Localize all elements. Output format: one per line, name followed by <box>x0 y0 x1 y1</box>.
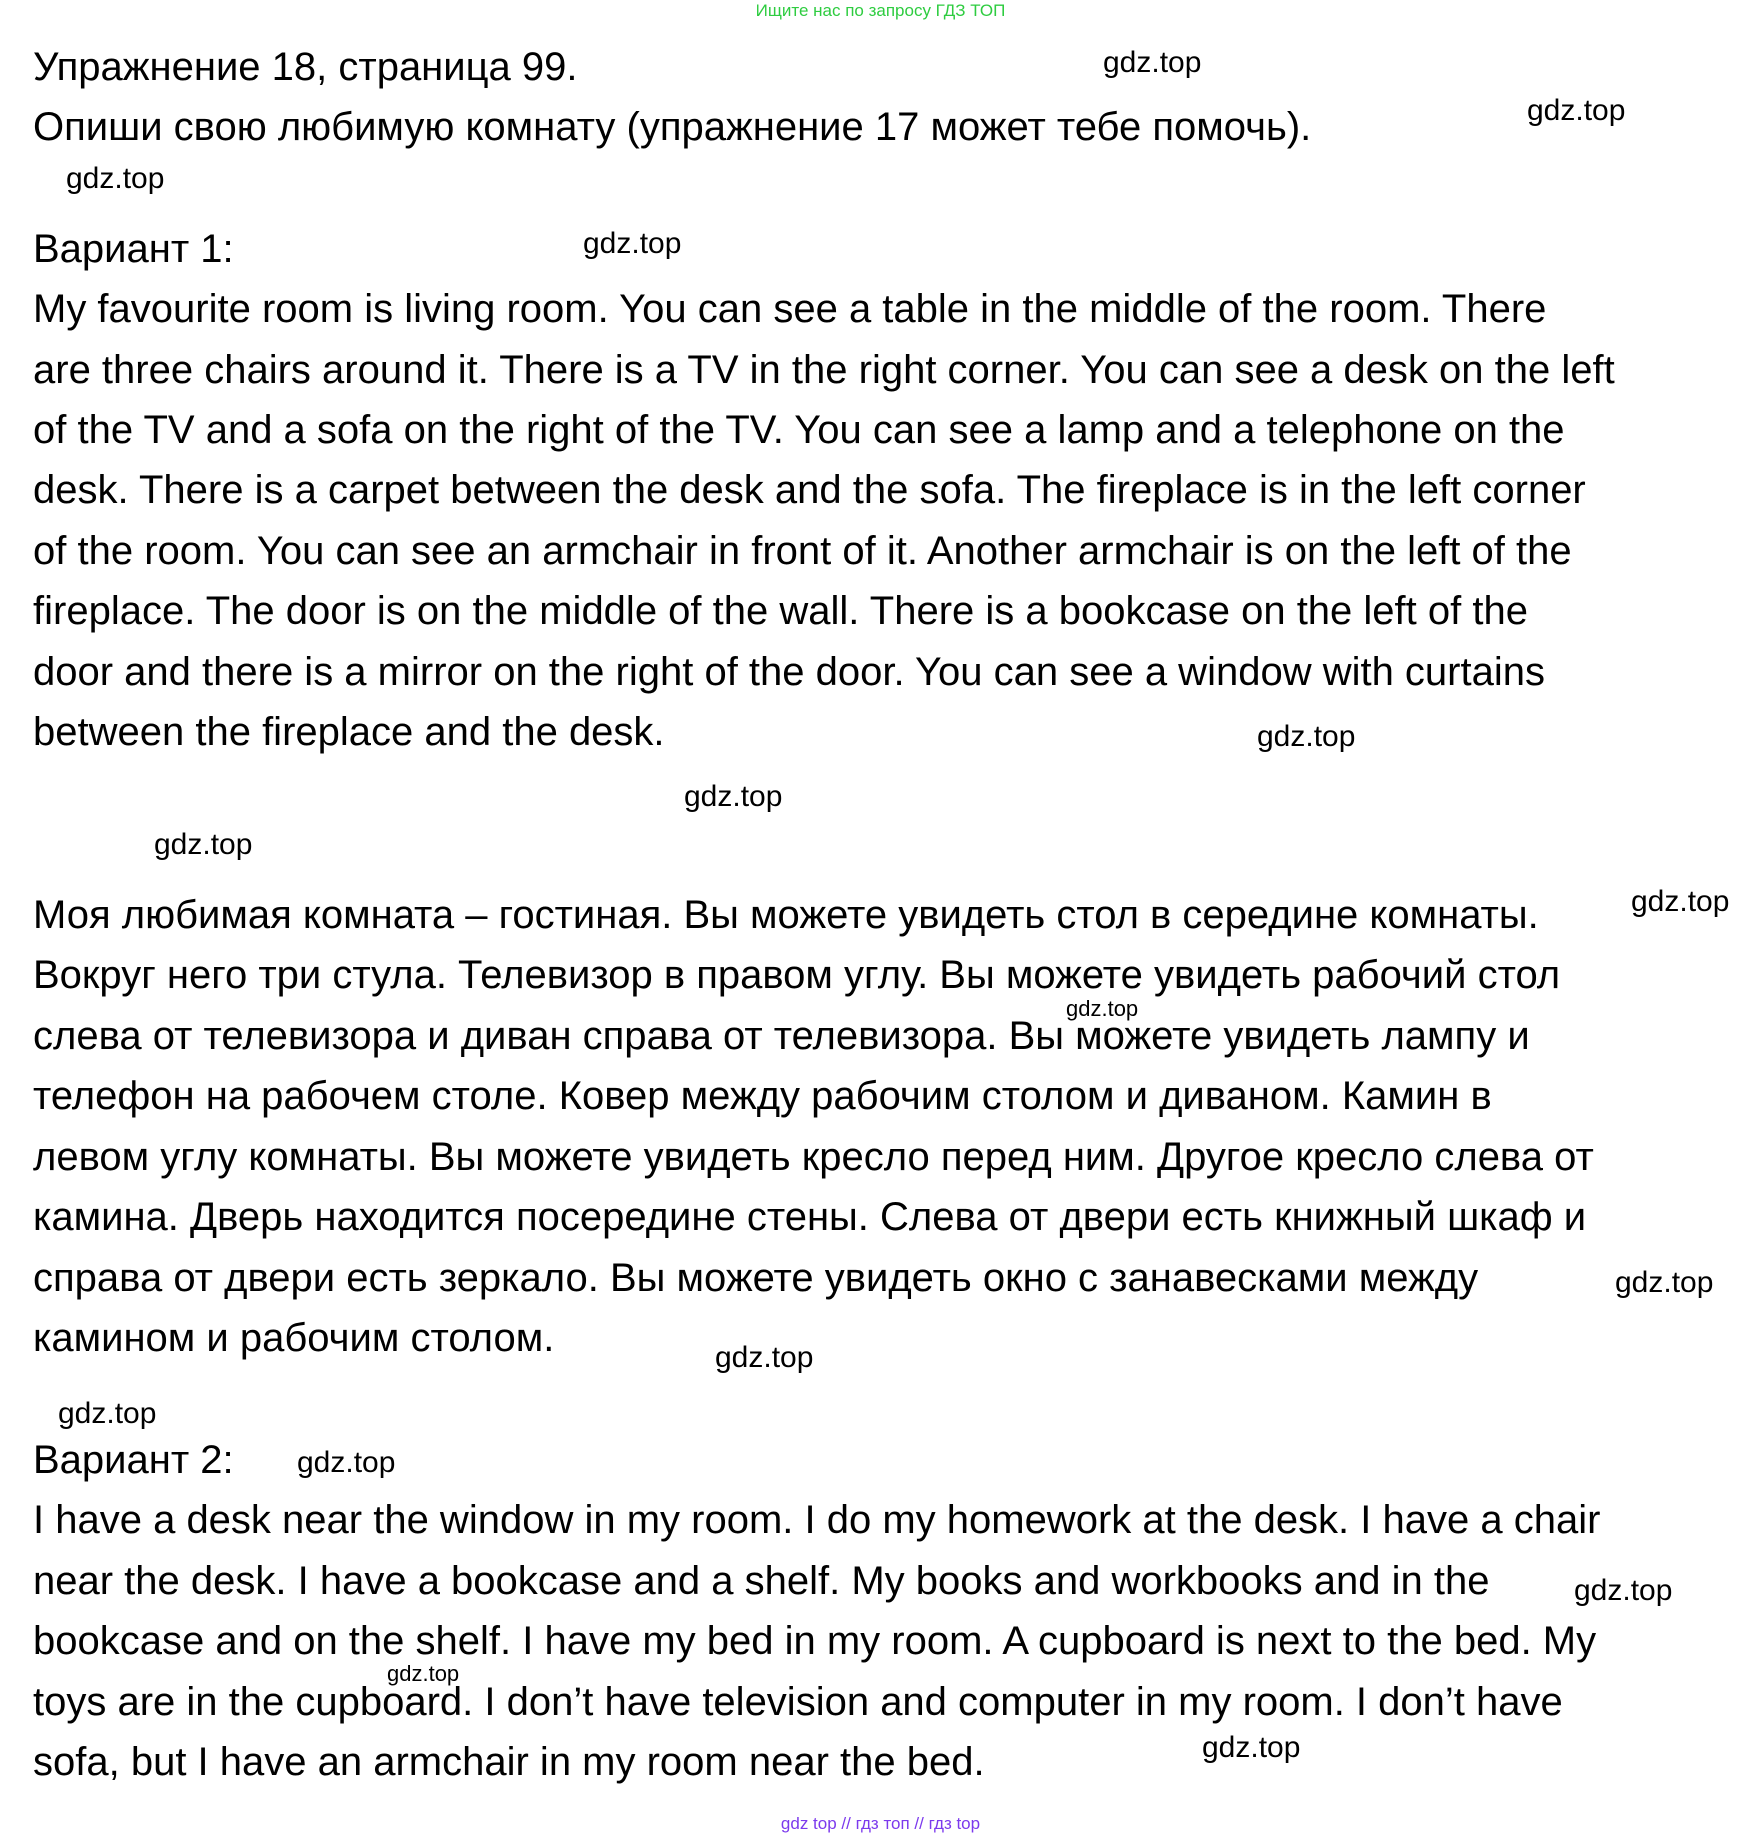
watermark: gdz.top <box>1574 1574 1673 1607</box>
variant-2-label: Вариант 2: <box>33 1438 234 1482</box>
watermark: gdz.top <box>1527 94 1626 127</box>
variant-2-en-line: I have a desk near the window in my room. I do my homework at the desk. I have a chair <box>33 1498 1601 1542</box>
footer-links: gdz top // гдз топ // гдз top <box>780 1814 981 1833</box>
watermark: gdz.top <box>715 1341 814 1374</box>
variant-1-en-line: of the room. You can see an armchair in front of it. Another armchair is on the left of the <box>33 529 1572 573</box>
exercise-task: Опиши свою любимую комнату (упражнение 17 может тебе помочь). <box>33 105 1312 149</box>
watermark: gdz.top <box>387 1661 460 1686</box>
watermark: gdz.top <box>583 227 682 260</box>
watermark: gdz.top <box>58 1397 157 1430</box>
variant-1-ru-line: камина. Дверь находится посередине стены. Слева от двери есть книжный шкаф и <box>33 1195 1587 1239</box>
variant-2-en-line: toys are in the cupboard. I don’t have television and computer in my room. I don’t have <box>33 1680 1563 1724</box>
watermark: gdz.top <box>1631 885 1730 918</box>
watermark: gdz.top <box>1103 46 1202 79</box>
variant-2-en-line: sofa, but I have an armchair in my room near the bed. <box>33 1740 985 1784</box>
watermark: gdz.top <box>1066 996 1139 1021</box>
variant-1-en-line: are three chairs around it. There is a TV in the right corner. You can see a desk on the left <box>33 348 1615 392</box>
variant-1-ru-line: слева от телевизора и диван справа от телевизора. Вы можете увидеть лампу и <box>33 1014 1530 1058</box>
variant-1-en-line: door and there is a mirror on the right of the door. You can see a window with curtains <box>33 650 1545 694</box>
variant-1-en-line: between the fireplace and the desk. <box>33 710 665 754</box>
variant-1-en-line: desk. There is a carpet between the desk and the sofa. The fireplace is in the left corner <box>33 468 1586 512</box>
watermark: gdz.top <box>1257 720 1356 753</box>
watermark: gdz.top <box>1615 1266 1714 1299</box>
variant-1-en-line: fireplace. The door is on the middle of the wall. There is a bookcase on the left of the <box>33 589 1528 633</box>
watermark: gdz.top <box>1202 1731 1301 1764</box>
watermark: gdz.top <box>66 162 165 195</box>
watermark: gdz.top <box>684 780 783 813</box>
variant-2-en-line: bookcase and on the shelf. I have my bed in my room. A cupboard is next to the bed. My <box>33 1619 1597 1663</box>
top-banner: Ищите нас по запросу ГДЗ ТОП <box>755 1 1006 20</box>
variant-1-ru-line: телефон на рабочем столе. Ковер между рабочим столом и диваном. Камин в <box>33 1074 1492 1118</box>
watermark: gdz.top <box>297 1446 396 1479</box>
variant-1-ru-line: Моя любимая комната – гостиная. Вы можете увидеть стол в середине комнаты. <box>33 893 1539 937</box>
variant-1-ru-line: левом углу комнаты. Вы можете увидеть кресло перед ним. Другое кресло слева от <box>33 1135 1594 1179</box>
exercise-title: Упражнение 18, страница 99. <box>33 45 578 89</box>
variant-1-ru-line: Вокруг него три стула. Телевизор в правом углу. Вы можете увидеть рабочий стол <box>33 953 1561 997</box>
variant-1-ru-line: справа от двери есть зеркало. Вы можете увидеть окно с занавесками между <box>33 1256 1479 1300</box>
variant-1-en-line: of the TV and a sofa on the right of the TV. You can see a lamp and a telephone on the <box>33 408 1565 452</box>
variant-1-en-line: My favourite room is living room. You can see a table in the middle of the room. There <box>33 287 1547 331</box>
watermark: gdz.top <box>154 828 253 861</box>
variant-1-label: Вариант 1: <box>33 227 234 271</box>
variant-1-ru-line: камином и рабочим столом. <box>33 1316 555 1360</box>
variant-2-en-line: near the desk. I have a bookcase and a shelf. My books and workbooks and in the <box>33 1559 1490 1603</box>
